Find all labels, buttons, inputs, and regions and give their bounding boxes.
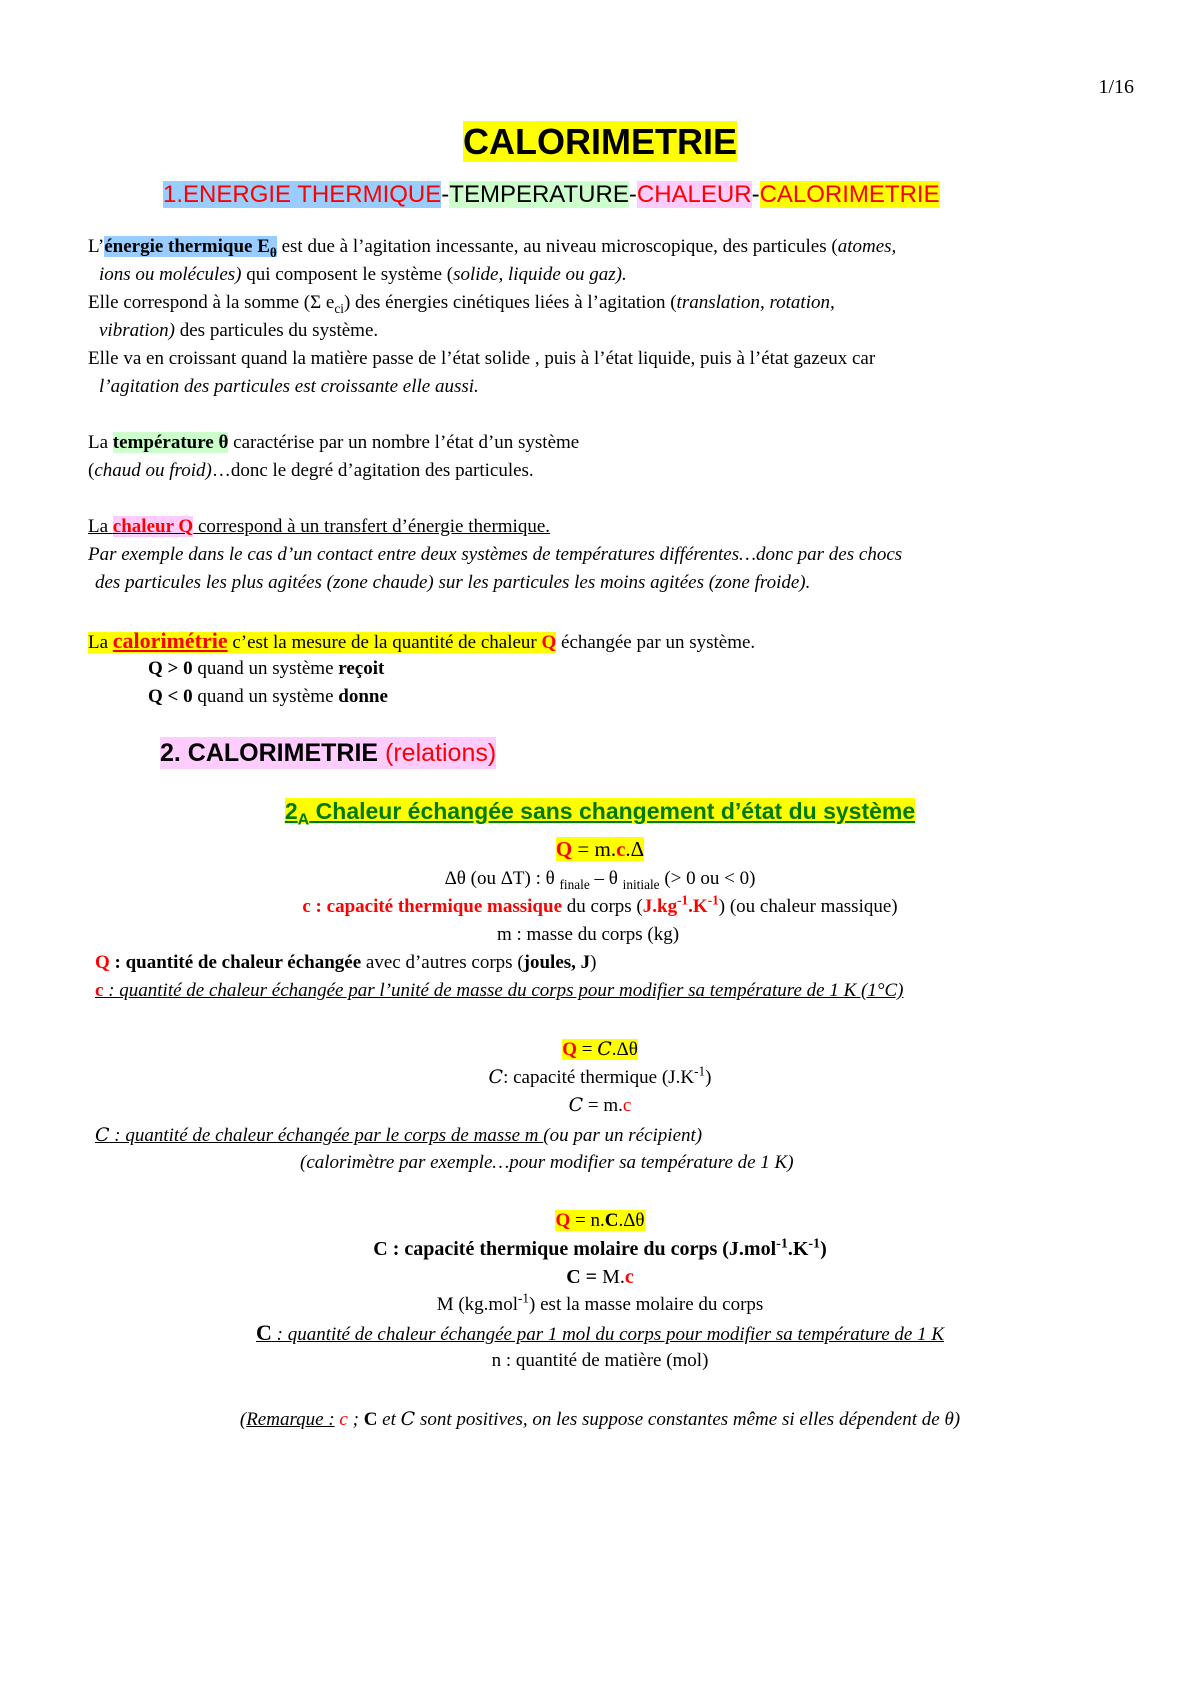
term-energie-thermique: énergie thermique $E_\theta$ — [104, 236, 277, 260]
document-title: CALORIMETRIE — [463, 121, 737, 162]
term-calorimetrie: calorimétrie — [112, 628, 228, 653]
remark: (Remarque : c ; C et C sont positives, on les suppose constantes même si elles dépendent de θ) — [239, 1408, 961, 1430]
page-number: 1/16 — [1098, 76, 1134, 98]
document-page: 1/16 CALORIMETRIE 1.ENERGIE THERMIQUE-TEMPERATURE-CHALEUR-CALORIMETRIE L’énergie thermique $E_\theta$ est due à l’agitation incessante, au niveau microscopique, des particules (atomes, ions ou molécules) qui composent le système (solide, liquide ou gaz). Elle correspond à la somme (Σ $e_{ci}$) des énergies cinétiques liées à l’agitation (translation, rotation, vibration) des particules du système. Elle va en croissant quand la matière passe de l’état solide , puis à l’état liquide, puis à l’état gazeux car l’agitation des particules est croissante elle aussi. La température θ caractérise par un nombre l’état d’un système (chaud ou froid)…donc le degré d’agitation des particules. La chaleur Q correspond à un transfert d’énergie thermique. Par exemple dans le cas d’un contact entre deux systèmes de températures différentes…donc par des chocs des particules les plus agitées (zone chaude) sur les particules les moins agitées (zone froide). La calorimétrie c’est la mesure de la quantité de chaleur Q échangée par un système. Q > 0 quand un système reçoit Q < 0 quand un système donne 2. CALORIMETRIE (relations) $2_A$ Chaleur échangée sans changement d’état du système Q = m.c.Δ Δθ (ou ΔT) : θ $_{finale}$ – θ $_{initiale}$ (> 0 ou < 0) c : capacité thermique massique du corps $(J.kg^{-1}.K^{-1})$ (ou chaleur massique) m : masse du corps (kg) Q : quantité de chaleur échangée avec d’autres corps (joules, J) c : quantité de chaleur échangée par l’unité de masse du corps pour modifier sa température de 1 K (1°C) Q = C.Δθ C: capacité thermique $(J.K^{-1})$ C = m.c C : quantité de chaleur échangée par le corps de masse m (ou par un récipient) (calorimètre par exemple…pour modifier sa température de 1 K) Q = n.C.Δθ C : capacité thermique molaire du corps $(J.mol^{-1}.K^{-1})$ C = M.c M (kg.mol$^{-1}$) est la masse molaire du corps C : quantité de chaleur échangée par 1 mol du corps pour modifier sa température de 1 K n : quantité de matière (mol) (Remarque : c ; C et C sont positives, on les suppose constantes même si elles dépendent de θ) — [0, 0, 1200, 1698]
formula-q-molaire: Q = n.C.Δθ — [555, 1210, 645, 1231]
section-2a-heading: $2_A$ Chaleur échangée sans changement d’état du système — [284, 798, 916, 829]
section-1-heading: 1.ENERGIE THERMIQUE-TEMPERATURE-CHALEUR-CALORIMETRIE — [163, 181, 940, 208]
formula-q-mc: Q = m.c.Δ — [555, 837, 645, 861]
term-chaleur: chaleur Q — [112, 516, 194, 537]
section-2-heading: 2. CALORIMETRIE (relations) — [160, 739, 497, 767]
term-temperature: température θ — [112, 432, 229, 453]
formula-q-capacite: Q = C.Δθ — [562, 1038, 638, 1060]
